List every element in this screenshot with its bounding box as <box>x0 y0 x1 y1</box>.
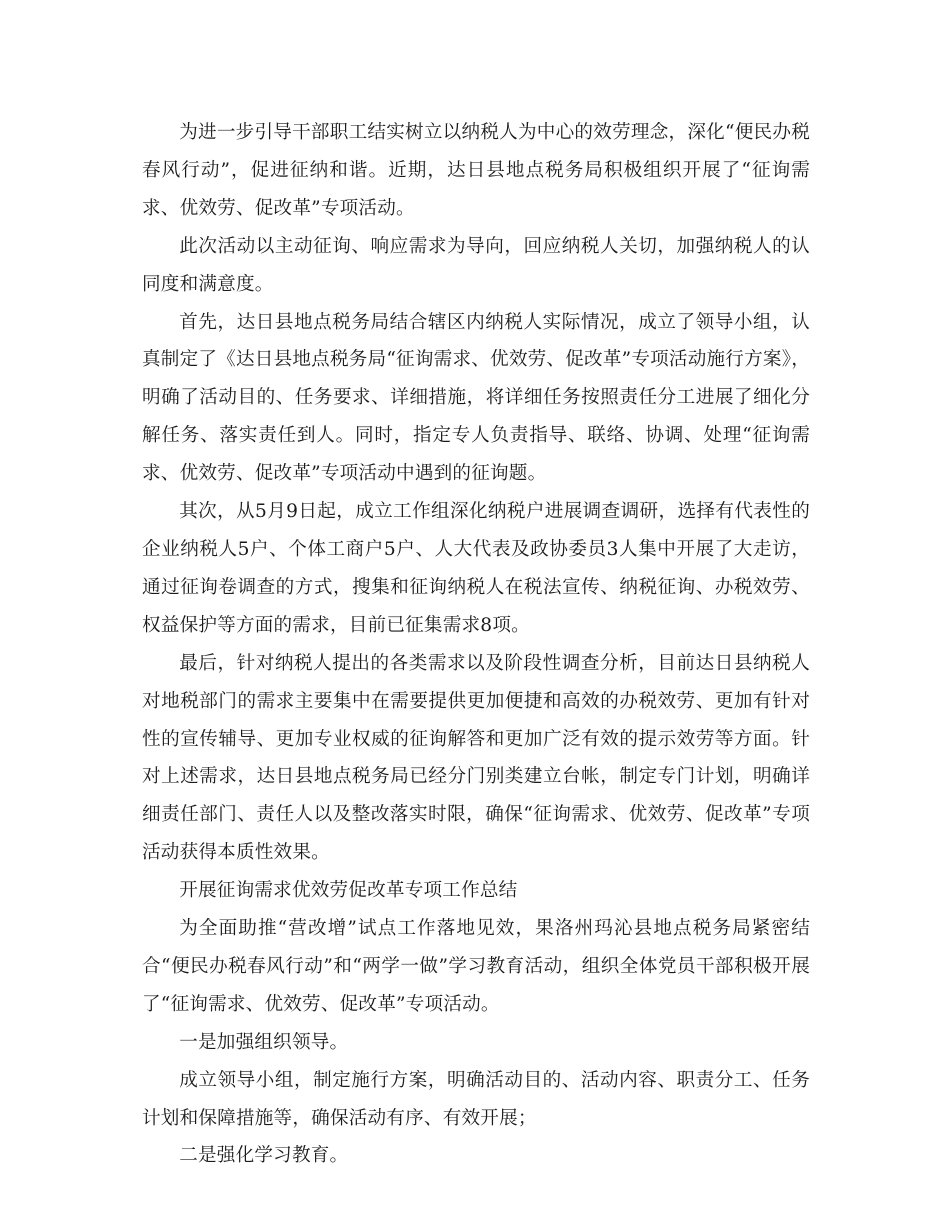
paragraph-first: 首先，达日县地点税务局结合辖区内纳税人实际情况，成立了领导小组，认真制定了《达日县地点税务局“征询需求、优效劳、促改革”专项活动施行方案》，明确了活动目的、任务要求、详细措施，将详细任务按照责任分工进展了细化分解任务、落实责任到人。同时，指定专人负责指导、联络、协调、处理“征询需求、优效劳、促改革”专项活动中遇到的征询题。 <box>142 311 810 485</box>
section-heading: 开展征询需求优效劳促改革专项工作总结 <box>179 880 518 902</box>
paragraph-point-one: 一是加强组织领导。 <box>179 1031 349 1053</box>
document-body <box>142 114 810 1175</box>
paragraph-intro: 为进一步引导干部职工结实树立以纳税人为中心的效劳理念，深化“便民办税春风行动”，促进征纳和谐。近期，达日县地点税务局积极组织开展了“征询需求、优效劳、促改革”专项活动。 <box>142 122 810 219</box>
paragraph-second: 其次，从5月9日起，成立工作组深化纳税户进展调查调研，选择有代表性的企业纳税人5户、个体工商户5户、人大代表及政协委员3人集中开展了大走访，通过征询卷调查的方式，搜集和征询纳税人在税法宣传、纳税征询、办税效劳、权益保护等方面的需求，目前已征集需求8项。 <box>142 501 810 636</box>
paragraph-activity-purpose: 此次活动以主动征询、响应需求为导向，回应纳税人关切，加强纳税人的认同度和满意度。 <box>142 235 810 295</box>
paragraph-last: 最后，针对纳税人提出的各类需求以及阶段性调查分析，目前达日县纳税人对地税部门的需求主要集中在需要提供更加便捷和高效的办税效劳、更加有针对性的宣传辅导、更加专业权威的征询解答和更加广泛有效的提示效劳等方面。针对上述需求，达日县地点税务局已经分门别类建立台帐，制定专门计划，明确详细责任部门、责任人以及整改落实时限，确保“征询需求、优效劳、促改革”专项活动获得本质性效果。 <box>142 652 810 864</box>
paragraph-section-intro: 为全面助推“营改增”试点工作落地见效，果洛州玛沁县地点税务局紧密结合“便民办税春风行动”和“两学一做”学习教育活动，组织全体党员干部积极开展了“征询需求、优效劳、促改革”专项活动。 <box>142 918 810 1015</box>
paragraph-point-two: 二是强化学习教育。 <box>179 1145 349 1167</box>
paragraph-point-one-detail: 成立领导小组，制定施行方案，明确活动目的、活动内容、职责分工、任务计划和保障措施等，确保活动有序、有效开展； <box>142 1069 810 1129</box>
